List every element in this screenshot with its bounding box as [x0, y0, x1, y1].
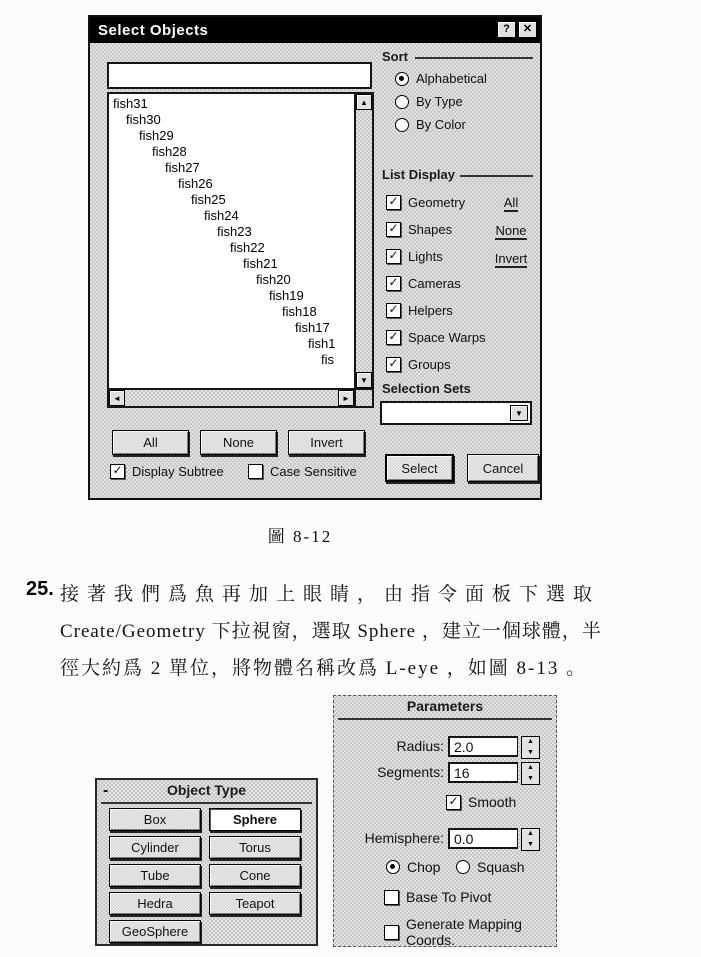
object-listbox[interactable] — [107, 92, 374, 408]
paragraph-line-3: 徑大約爲 2 單位，將物體名稱改爲 L-eye ，如圖 8-13 。 — [60, 658, 588, 679]
spin-up-icon[interactable]: ▲ — [527, 738, 534, 745]
checkbox-icon — [386, 276, 401, 291]
object-type-button[interactable]: Teapot — [209, 892, 301, 915]
parameters-title[interactable]: Parameters — [406, 698, 484, 714]
list-item[interactable]: fish30 — [126, 112, 161, 127]
checkbox-icon — [386, 330, 401, 345]
dialog-title: Select Objects — [98, 21, 209, 39]
all-button[interactable]: All — [112, 430, 189, 455]
object-type-button[interactable]: Sphere — [209, 808, 301, 831]
object-type-panel — [95, 778, 318, 946]
spin-down-icon[interactable]: ▼ — [527, 840, 534, 848]
hemisphere-label: Hemisphere: — [364, 830, 444, 846]
checkbox-icon — [446, 795, 461, 810]
list-display-item-label: Shapes — [408, 222, 453, 237]
segments-field[interactable]: 16 — [448, 762, 518, 783]
object-type-title[interactable]: Object Type — [166, 782, 247, 798]
segments-label: Segments: — [377, 764, 444, 780]
scroll-down-icon[interactable]: ▼ — [356, 372, 372, 388]
radius-label: Radius: — [396, 738, 444, 754]
list-display-checkbox[interactable] — [386, 193, 486, 212]
list-display-item-label: Cameras — [408, 276, 461, 291]
invert-button[interactable]: Invert — [288, 430, 365, 455]
sort-group-line — [415, 57, 533, 59]
object-type-button[interactable]: Tube — [109, 864, 201, 887]
list-display-checkboxes — [386, 193, 486, 374]
checkbox-icon — [386, 249, 401, 264]
segments-spinner[interactable] — [521, 762, 540, 785]
case-sensitive-label: Case Sensitive — [270, 464, 357, 479]
spin-down-icon[interactable]: ▼ — [527, 774, 534, 782]
radio-icon — [456, 860, 470, 874]
checkbox-icon — [384, 925, 399, 940]
checkbox-icon — [386, 222, 401, 237]
list-item[interactable]: fish26 — [178, 176, 213, 191]
list-display-item-label: Groups — [408, 357, 451, 372]
dialog-titlebar[interactable] — [90, 17, 540, 43]
sort-radio[interactable] — [395, 117, 487, 132]
list-display-link[interactable]: Invert — [494, 251, 528, 266]
dropdown-arrow-icon[interactable]: ▼ — [510, 405, 528, 421]
list-item[interactable]: fish31 — [113, 96, 148, 111]
case-sensitive-checkbox[interactable] — [248, 464, 357, 479]
scroll-right-icon[interactable]: ► — [338, 390, 354, 406]
base-to-pivot-checkbox[interactable] — [384, 889, 491, 905]
list-item[interactable]: fish22 — [230, 240, 265, 255]
list-item[interactable]: fish28 — [152, 144, 187, 159]
close-icon[interactable]: ✕ — [518, 21, 537, 38]
checkbox-icon — [386, 357, 401, 372]
checkbox-icon — [110, 464, 125, 479]
scroll-up-icon[interactable]: ▲ — [356, 94, 372, 110]
figure-caption: 圖 8-12 — [267, 527, 333, 546]
smooth-checkbox[interactable] — [446, 794, 516, 810]
object-type-button[interactable]: Cylinder — [109, 836, 201, 859]
checkbox-icon — [386, 303, 401, 318]
list-display-checkbox[interactable] — [386, 247, 486, 266]
horizontal-scrollbar[interactable] — [109, 388, 354, 406]
selection-sets-combobox[interactable] — [380, 401, 532, 425]
object-type-title-line — [101, 802, 312, 804]
list-item[interactable]: fish23 — [217, 224, 252, 239]
checkbox-icon — [384, 890, 399, 905]
generate-mapping-checkbox[interactable] — [384, 916, 556, 948]
list-display-link[interactable]: All — [503, 195, 519, 210]
object-type-button[interactable]: GeoSphere — [109, 920, 201, 943]
hemisphere-field[interactable]: 0.0 — [448, 828, 518, 849]
selection-sets-value — [382, 405, 386, 420]
paragraph-line-2: Create/Geometry 下拉視窗，選取 Sphere ，建立一個球體，半 — [60, 621, 602, 642]
collapse-icon[interactable]: - — [103, 782, 109, 799]
chop-label: Chop — [407, 859, 441, 875]
object-type-button[interactable]: Box — [109, 808, 201, 831]
object-list — [109, 94, 354, 388]
list-display-link[interactable]: None — [495, 223, 527, 238]
radio-icon — [395, 95, 409, 109]
sort-radio[interactable] — [395, 94, 487, 109]
list-display-checkbox[interactable] — [386, 328, 486, 347]
list-item[interactable]: fish29 — [139, 128, 174, 143]
list-item[interactable]: fish20 — [256, 272, 291, 287]
display-subtree-checkbox[interactable] — [110, 464, 224, 479]
list-display-item-label: Space Warps — [408, 330, 486, 345]
parameters-title-line — [338, 718, 552, 720]
scroll-left-icon[interactable]: ◄ — [109, 390, 125, 406]
base-to-pivot-label: Base To Pivot — [406, 889, 492, 905]
object-type-button[interactable]: Torus — [209, 836, 301, 859]
sort-options — [395, 71, 487, 132]
radio-icon — [395, 72, 409, 86]
vertical-scrollbar[interactable] — [354, 94, 372, 388]
sort-option-label: By Type — [416, 94, 463, 109]
list-item[interactable]: fish17 — [295, 320, 330, 335]
sort-group-label: Sort — [382, 49, 408, 64]
squash-radio[interactable] — [456, 859, 524, 875]
hemisphere-spinner[interactable] — [521, 828, 540, 851]
list-item[interactable]: fish21 — [243, 256, 278, 271]
paragraph-line-1: 接著我們爲魚再加上眼睛，由指令面板下選取 — [60, 584, 601, 605]
list-display-group-line — [460, 175, 533, 177]
generate-mapping-label: Generate Mapping Coords. — [406, 916, 522, 948]
list-display-links — [488, 195, 534, 268]
list-display-checkbox[interactable] — [386, 355, 486, 374]
paragraph-text — [60, 576, 678, 687]
list-display-item-label: Geometry — [408, 195, 466, 210]
list-item[interactable]: fish18 — [282, 304, 317, 319]
name-filter-input[interactable] — [107, 62, 372, 89]
radio-icon — [386, 860, 400, 874]
object-type-button[interactable]: Cone — [209, 864, 301, 887]
scrollbar-corner — [354, 388, 372, 406]
none-button[interactable]: None — [200, 430, 277, 455]
checkbox-icon — [386, 195, 401, 210]
cancel-button[interactable]: Cancel — [467, 454, 539, 482]
list-display-item-label: Helpers — [408, 303, 453, 318]
select-button[interactable]: Select — [385, 454, 454, 482]
sort-radio[interactable] — [395, 71, 487, 86]
sort-option-label: By Color — [416, 117, 466, 132]
sort-option-label: Alphabetical — [416, 71, 487, 86]
list-item[interactable]: fish24 — [204, 208, 239, 223]
list-display-checkbox[interactable] — [386, 220, 486, 239]
list-display-checkbox[interactable] — [386, 301, 486, 320]
list-item[interactable]: fis — [321, 352, 334, 367]
list-item[interactable]: fish19 — [269, 288, 304, 303]
select-objects-dialog — [88, 15, 542, 500]
radius-field[interactable]: 2.0 — [448, 736, 518, 757]
list-item[interactable]: fish25 — [191, 192, 226, 207]
spin-up-icon[interactable]: ▲ — [527, 830, 534, 837]
squash-label: Squash — [477, 859, 525, 875]
list-display-group-label: List Display — [382, 167, 455, 182]
parameters-panel — [333, 695, 557, 947]
checkbox-icon — [248, 464, 263, 479]
list-item[interactable]: fish27 — [165, 160, 200, 175]
selection-sets-label: Selection Sets — [382, 381, 471, 396]
display-subtree-label: Display Subtree — [132, 464, 224, 479]
radio-icon — [395, 118, 409, 132]
chop-radio[interactable] — [386, 859, 440, 875]
list-display-checkbox[interactable] — [386, 274, 486, 293]
titlebar-buttons — [497, 21, 537, 38]
help-icon[interactable]: ? — [497, 21, 516, 38]
smooth-label: Smooth — [468, 794, 517, 810]
paragraph-number: 25. — [26, 578, 54, 600]
spin-down-icon[interactable]: ▼ — [527, 748, 534, 756]
list-item[interactable]: fish1 — [308, 336, 336, 351]
spin-up-icon[interactable]: ▲ — [527, 764, 534, 771]
list-display-item-label: Lights — [408, 249, 443, 264]
radius-spinner[interactable] — [521, 736, 540, 759]
object-type-button[interactable]: Hedra — [109, 892, 201, 915]
